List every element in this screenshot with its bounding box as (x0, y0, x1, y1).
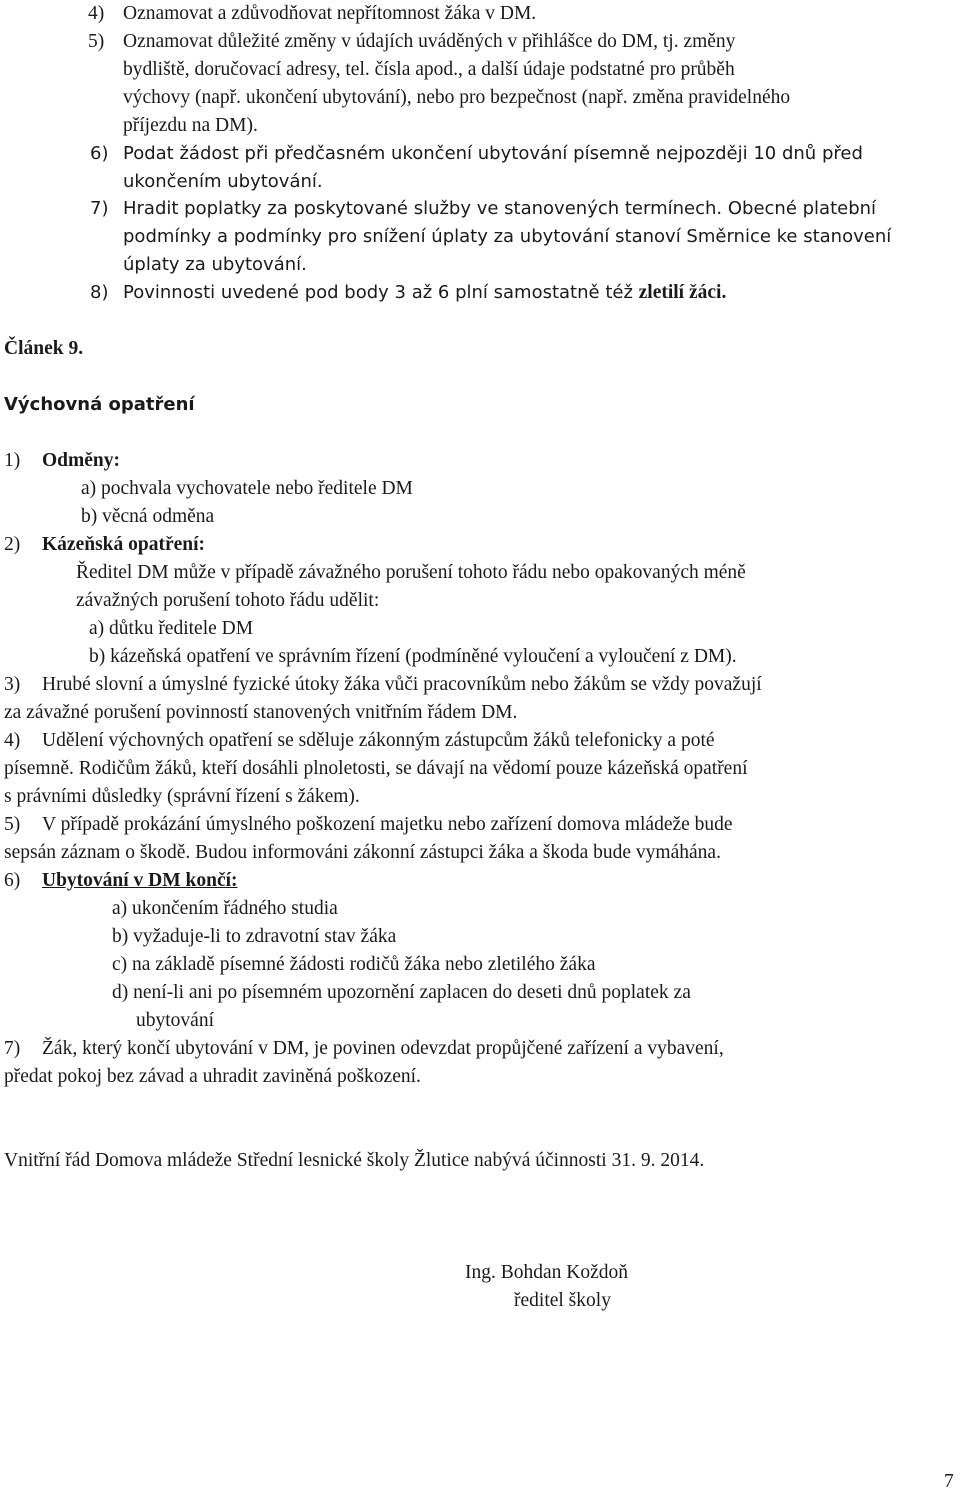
signature-role: ředitel školy (514, 1290, 611, 1311)
list-item-5-line-4: příjezdu na DM). (123, 115, 258, 136)
list-item-4-line-1: Oznamovat a zdůvodňovat nepřítomnost žáka v DM. (123, 3, 537, 24)
list-item-7-text: Hradit poplatky za poskytované služby ve stanovených termínech. Obecné platební (123, 198, 877, 219)
leaving-line-1: Žák, který končí ubytování v DM, je povinen odevzdat propůjčené zařízení a vybavení, (42, 1038, 724, 1059)
accommodation-item-d: d) není-li ani po písemném upozornění zaplacen do deseti dnů poplatek za (112, 982, 691, 1003)
leaving-line-2: předat pokoj bez závad a uhradit zaviněná poškození. (4, 1066, 421, 1087)
list-num-8: 8) (90, 282, 109, 303)
list-item-5-line-3: výchovy (např. ukončení ubytování), nebo pro bezpečnost (např. změna pravidelného (123, 87, 791, 108)
list-item-7-line-3: úplaty za ubytování. (123, 254, 307, 275)
rewards-heading: Odměny: (42, 450, 120, 471)
list-item-6-line-1: Podat žádost při předčasném ukončení ubytování písemně nejpozději 10 dnů před (123, 143, 863, 164)
discipline-intro-line-1: Ředitel DM může v případě závažného porušení tohoto řádu nebo opakovaných méně (76, 562, 746, 583)
section-num-3: 3) (4, 674, 21, 695)
accommodation-item-d-cont: ubytování (136, 1010, 214, 1031)
article-title: Článek 9. (4, 338, 84, 359)
paragraph-3-line-1: Hrubé slovní a úmyslné fyzické útoky žáka vůči pracovníkům nebo žákům se vždy považují (42, 674, 762, 695)
section-num-4: 4) (4, 730, 21, 751)
list-item-5-line-1: Oznamovat důležité změny v údajích uváděných v přihlášce do DM, tj. změny (123, 31, 736, 52)
article-subtitle: Výchovná opatření (4, 394, 195, 415)
paragraph-3-line-2: za závažné porušení povinností stanovených vnitřním řádem DM. (4, 702, 518, 723)
paragraph-4-line-3: s právními důsledky (správní řízení s žákem). (4, 786, 360, 807)
section-num-2: 2) (4, 534, 21, 555)
discipline-intro-line-2: závažných porušení tohoto řádu udělit: (76, 590, 380, 611)
paragraph-4-line-1: Udělení výchovných opatření se sděluje zákonným zástupcům žáků telefonicky a poté (42, 730, 715, 751)
paragraph-5-line-1: V případě prokázání úmyslného poškození majetku nebo zařízení domova mládeže bude (42, 814, 733, 835)
discipline-item-a: a) důtku ředitele DM (89, 618, 254, 639)
paragraph-5-line-2: sepsán záznam o škodě. Budou informováni zákonní zástupci žáka a škoda bude vymáhána. (4, 842, 721, 863)
list-num-5: 5) (88, 31, 105, 52)
list-item-8-bold: zletilí žáci. (638, 282, 727, 303)
accommodation-item-c: c) na základě písemné žádosti rodičů žáka nebo zletilého žáka (112, 954, 596, 975)
section-num-5: 5) (4, 814, 21, 835)
accommodation-item-b: b) vyžaduje-li to zdravotní stav žáka (112, 926, 397, 947)
list-item-6-line-2: ukončením ubytování. (123, 171, 323, 192)
discipline-item-b: b) kázeňská opatření ve správním řízení (podmíněné vyloučení a vyloučení z DM). (89, 646, 737, 667)
list-item-8-line-1 (123, 281, 726, 305)
list-num-4: 4) (88, 3, 105, 24)
effective-statement: Vnitřní řád Domova mládeže Střední lesnické školy Žlutice nabývá účinnosti 31. 9. 2014. (4, 1150, 705, 1171)
rewards-item-a: a) pochvala vychovatele nebo ředitele DM (81, 478, 413, 499)
signature-name: Ing. Bohdan Koždoň (465, 1262, 629, 1283)
list-num-7: 7) (90, 198, 109, 219)
list-num-6: 6) (90, 143, 109, 164)
discipline-heading: Kázeňská opatření: (42, 534, 206, 555)
section-num-1: 1) (4, 450, 21, 471)
section-num-7: 7) (4, 1038, 21, 1059)
list-item-7-line-1 (123, 197, 876, 221)
list-item-7-line-2: podmínky a podmínky pro snížení úplaty za ubytování stanoví Směrnice ke stanovení (123, 226, 892, 247)
list-item-5-line-2: bydliště, doručovací adresy, tel. čísla apod., a další údaje podstatné pro průběh (123, 59, 735, 80)
list-item-8-text: Povinnosti uvedené pod body 3 až 6 plní samostatně též (123, 282, 639, 303)
accommodation-heading: Ubytování v DM končí: (42, 870, 238, 891)
rewards-item-b: b) věcná odměna (81, 506, 215, 527)
paragraph-4-line-2: písemně. Rodičům žáků, kteří dosáhli plnoletosti, se dávají na vědomí pouze kázeňská opatření (4, 758, 748, 779)
section-num-6: 6) (4, 870, 21, 891)
page-number: 7 (944, 1471, 954, 1492)
accommodation-item-a: a) ukončením řádného studia (112, 898, 338, 919)
